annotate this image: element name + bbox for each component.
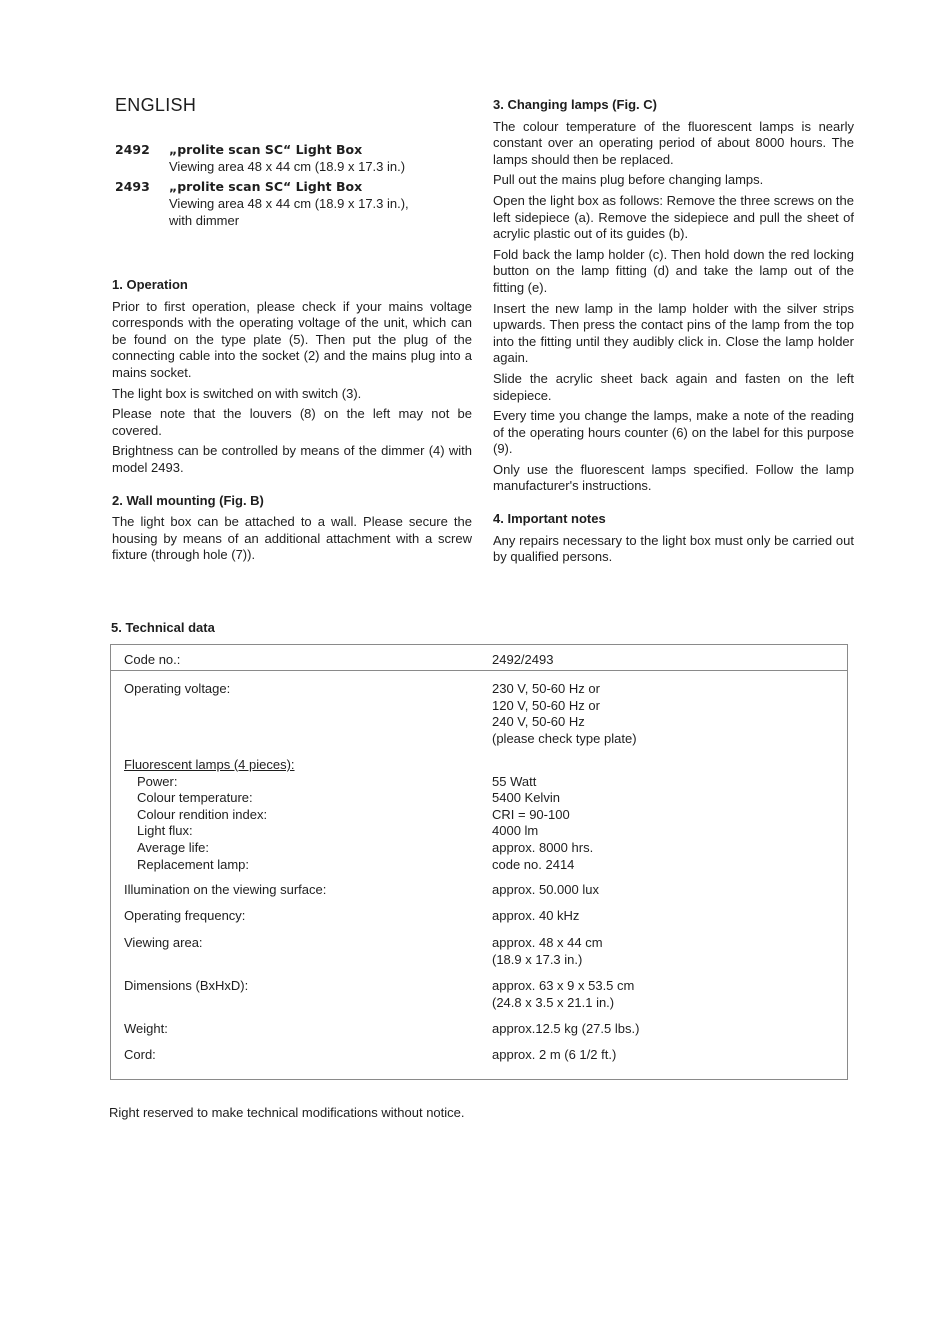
paragraph: Pull out the mains plug before changing lamps. xyxy=(493,172,764,188)
row-label: Code no.: xyxy=(124,652,181,667)
row-value xyxy=(492,757,832,873)
row-label: Operating voltage: xyxy=(124,681,231,696)
section-heading: 3. Changing lamps (Fig. C) xyxy=(493,97,657,112)
spec-value: CRI = 90-100 xyxy=(492,806,570,822)
paragraph: Slide the acrylic sheet back again and fasten on the left sidepiece. xyxy=(493,370,854,403)
footer-note: Right reserved to make technical modifications without notice. xyxy=(109,1105,465,1120)
spec-label: Light flux: xyxy=(137,823,193,839)
paragraph: Brightness can be controlled by means of the dimmer (4) with model 2493. xyxy=(112,443,472,475)
row-value: approx. 40 kHz xyxy=(492,908,580,923)
row-label: Weight: xyxy=(124,1021,168,1036)
value-line: (please check type plate) xyxy=(492,730,637,746)
paragraph: Open the light box as follows: Remove the three screws on the left sidepiece (a). Remove the sidepiece and pull the sheet of acrylic plastic out of its guides (b). xyxy=(493,192,854,242)
spec-label: Colour temperature: xyxy=(137,790,253,806)
lamps-heading: Fluorescent lamps (4 pieces): xyxy=(124,757,295,772)
paragraph: Please note that the louvers (8) on the left may not be covered. xyxy=(112,406,472,438)
spec-value: 5400 Kelvin xyxy=(492,790,560,806)
product-name: „prolite scan SC“ Light Box xyxy=(169,142,363,157)
spec-label: Colour rendition index: xyxy=(137,806,268,822)
section-heading: 2. Wall mounting (Fig. B) xyxy=(112,492,264,508)
paragraph: The light box can be attached to a wall. Please secure the housing by means of an additional attachment with a screw fixture (through hole (7)). xyxy=(112,514,472,563)
row-label: Illumination on the viewing surface: xyxy=(124,882,327,897)
row-value xyxy=(492,935,832,968)
row-value: approx.12.5 kg (27.5 lbs.) xyxy=(492,1021,640,1036)
section-operation xyxy=(112,277,472,477)
row-label xyxy=(124,757,484,873)
product-2492 xyxy=(115,141,475,175)
paragraph: Only use the fluorescent lamps specified. Follow the lamp manufacturer's instructions. xyxy=(493,461,854,494)
row-value: 2492/2493 xyxy=(492,652,554,667)
technical-data-table xyxy=(110,644,848,1080)
spec-value: 55 Watt xyxy=(492,773,537,789)
paragraph: The light box is switched on with switch (3). xyxy=(112,385,362,401)
value-line: (24.8 x 3.5 x 21.1 in.) xyxy=(492,994,615,1010)
paragraph: Every time you change the lamps, make a note of the reading of the operating hours counter (6) on the label for this purpose (9). xyxy=(493,408,854,457)
spec-value: approx. 8000 hrs. xyxy=(492,839,594,855)
row-label: Cord: xyxy=(124,1047,156,1062)
paragraph: The colour temperature of the fluorescent lamps is nearly constant over an operating period of about 8000 hours. The lamps should then be replaced. xyxy=(493,118,854,167)
value-line: 120 V, 50-60 Hz or xyxy=(492,697,600,713)
spec-label: Power: xyxy=(137,773,178,789)
product-code: 2492 xyxy=(115,142,150,157)
value-line: (18.9 x 17.3 in.) xyxy=(492,951,583,967)
row-value xyxy=(492,681,832,747)
spec-label: Average life: xyxy=(137,839,210,855)
section-heading: 1. Operation xyxy=(112,277,188,292)
spec-value: code no. 2414 xyxy=(492,856,575,872)
row-value: approx. 2 m (6 1/2 ft.) xyxy=(492,1047,617,1062)
product-2493 xyxy=(115,178,475,229)
row-label: Operating frequency: xyxy=(124,908,246,923)
product-name: „prolite scan SC“ Light Box xyxy=(169,179,363,194)
table-divider xyxy=(111,670,847,671)
paragraph: Fold back the lamp holder (c). Then hold down the red locking button on the lamp fitting (d) and take the lamp out of the fitting (e). xyxy=(493,246,854,295)
product-detail: Viewing area 48 x 44 cm (18.9 x 17.3 in.) xyxy=(169,159,406,174)
language-title: ENGLISH xyxy=(115,95,197,115)
section-heading: 4. Important notes xyxy=(493,511,606,527)
technical-data-heading: 5. Technical data xyxy=(111,620,215,635)
paragraph: Insert the new lamp in the lamp holder with the silver strips upwards. Then press the contact pins of the lamp from the top into the fitting until they audibly click in. Close the lamp holder again. xyxy=(493,300,854,366)
section-wall-mounting xyxy=(112,493,472,564)
spec-label: Replacement lamp: xyxy=(137,856,249,872)
row-label: Viewing area: xyxy=(124,935,203,950)
section-changing-lamps xyxy=(493,97,854,495)
row-label: Dimensions (BxHxD): xyxy=(124,978,249,993)
spec-value: 4000 lm xyxy=(492,823,539,839)
row-value: approx. 50.000 lux xyxy=(492,882,599,897)
paragraph: Any repairs necessary to the light box must only be carried out by qualified persons. xyxy=(493,532,854,565)
product-list xyxy=(115,141,475,232)
product-detail: Viewing area 48 x 44 cm (18.9 x 17.3 in.), xyxy=(169,196,409,211)
paragraph: Prior to first operation, please check if your mains voltage corresponds with the operating voltage of the unit, which can be found on the type plate (5). Then put the plug of the connecting cable into the socket (2) and the mains plug into a mains socket. xyxy=(112,298,472,380)
value-line: 240 V, 50-60 Hz xyxy=(492,714,585,730)
row-value xyxy=(492,978,832,1011)
value-line: approx. 63 x 9 x 53.5 cm xyxy=(492,978,635,993)
value-line: 230 V, 50-60 Hz or xyxy=(492,681,600,696)
left-column xyxy=(112,277,472,580)
product-detail: with dimmer xyxy=(169,213,240,228)
value-line: approx. 48 x 44 cm xyxy=(492,935,603,950)
section-important-notes xyxy=(493,511,854,566)
product-code: 2493 xyxy=(115,179,150,194)
right-column xyxy=(493,97,854,582)
